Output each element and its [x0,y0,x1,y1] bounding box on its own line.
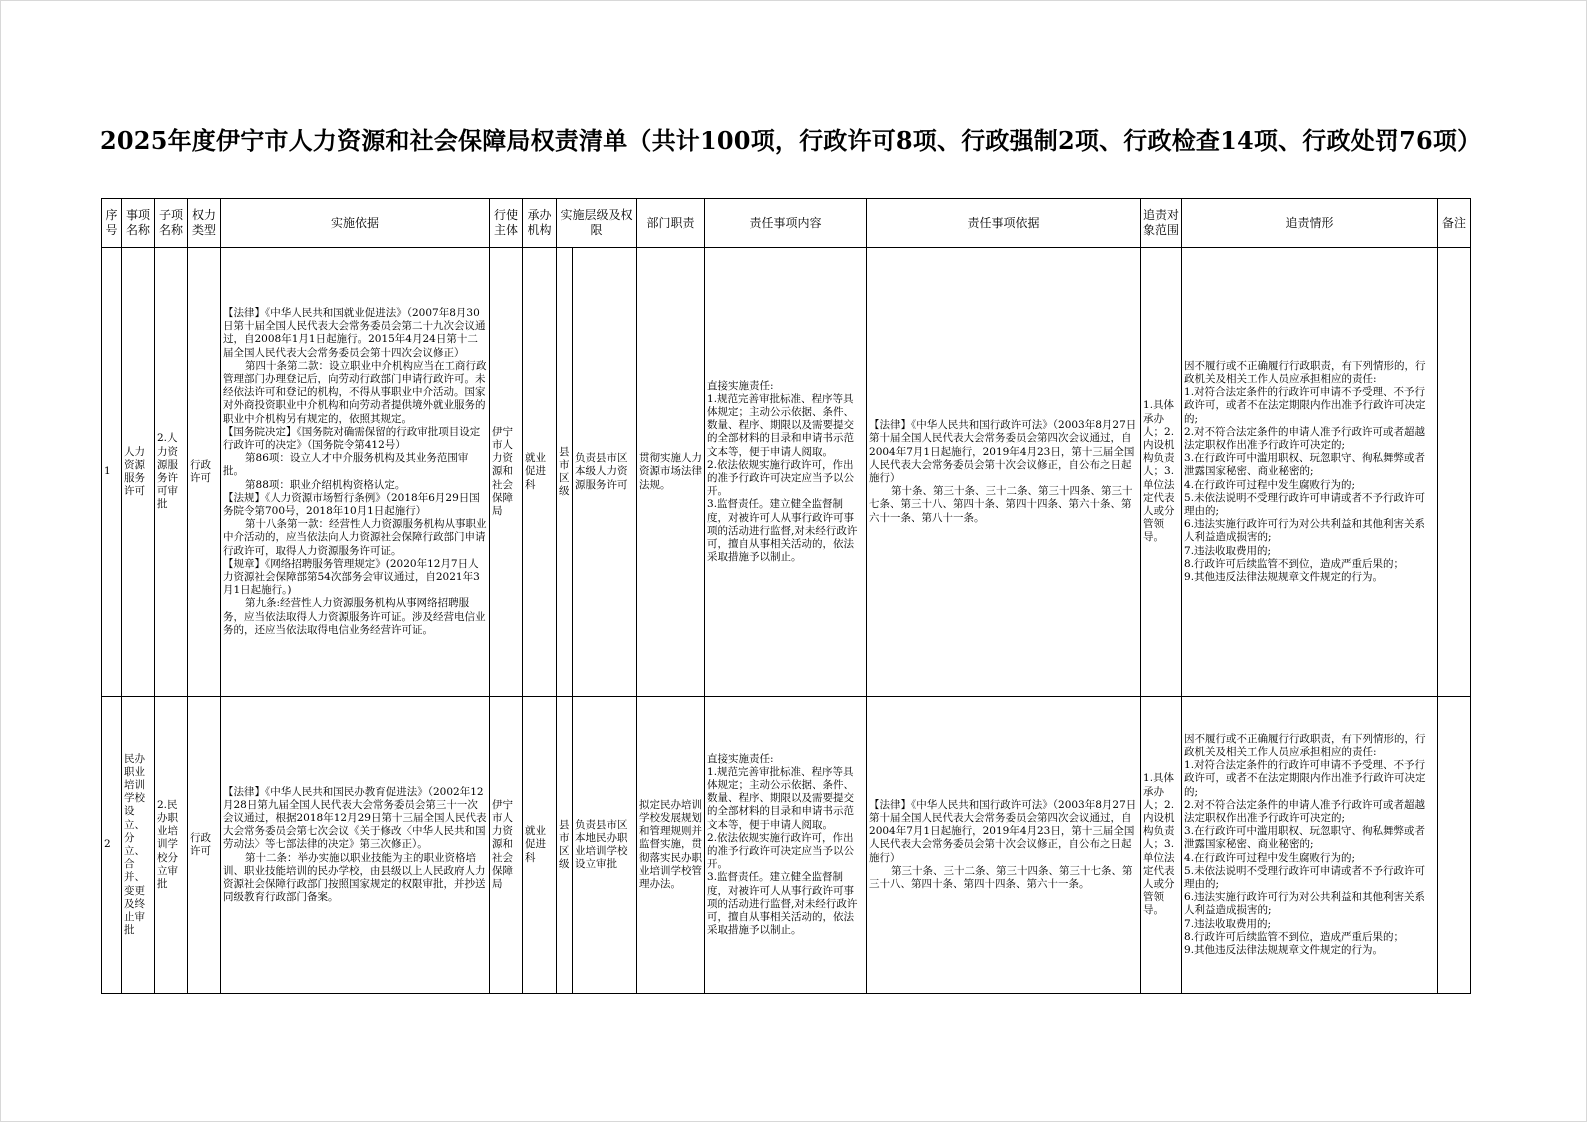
table-row [102,248,1471,697]
responsibility-line: 2.依法依规实施行政许可，作出的准予行政许可决定应当予以公开。 [707,458,855,498]
accountability-line: 7.违法收取费用的; [1184,544,1272,557]
cell-item-name: 民办职业培训学校设立、分立、合并、变更及终止审批 [122,697,155,994]
cell-subject: 伊宁市人力资源和社会保障局 [490,248,523,697]
accountability-line: 3.在行政许可中滥用职权、玩忽职守、徇私舞弊或者泄露国家秘密、商业秘密的; [1184,452,1426,478]
basis-paragraph: 第88项：职业介绍机构资格认定。 [245,478,406,491]
header-remarks: 备注 [1438,199,1471,248]
accountability-line: 因不履行或不正确履行行政职责，有下列情形的，行政机关及相关工作人员应承担相应的责任: [1184,359,1426,385]
accountability-line: 6.违法实施行政许可行为对公共利益和其他利害关系人利益造成损害的; [1184,891,1426,917]
accountability-line: 5.未依法说明不受理行政许可申请或者不予行政许可理由的; [1184,864,1426,890]
cell-basis [221,697,490,994]
cell-basis [221,248,490,697]
cell-subject: 伊宁市人力资源和社会保障局 [490,697,523,994]
cell-accountability-scope: 1.具体承办人；2.内设机构负责人；3.单位法定代表人或分管领导。 [1141,697,1182,994]
accountability-line: 2.对不符合法定条件的申请人准予行政许可或者超越法定职权作出准予行政许可决定的; [1184,425,1426,451]
responsibility-basis-line: 第十条、第三十条、三十二条、第三十四条、第三十七条、第三十八、第四十条、第四十四条、第六十条、第六十一条、第八十一条。 [869,485,1133,524]
cell-remarks [1438,248,1471,697]
header-duty: 部门职责 [637,199,705,248]
cell-seq: 1 [102,248,122,697]
responsibility-table [101,198,1471,994]
cell-accountability-cases [1182,697,1438,994]
basis-paragraph: 第九条:经营性人力资源服务机构从事网络招聘服务，应当依法取得人力资源服务许可证。涉及经营电信业务的，还应当依法取得电信业务经营许可证。 [223,597,486,636]
accountability-line: 2.对不符合法定条件的申请人准予行政许可或者超越法定职权作出准予行政许可决定的; [1184,798,1426,824]
accountability-line: 4.在行政许可过程中发生腐败行为的; [1184,851,1356,864]
cell-power-type: 行政许可 [188,248,221,697]
header-seq: 序号 [102,199,122,248]
table-row [102,697,1471,994]
responsibility-line: 3.监督责任。建立健全监督制度，对被许可人从事行政许可事项的活动进行监督,对未经行政许可，擅自从事相关活动的，依法采取措施予以制止。 [707,498,858,564]
accountability-line: 8.行政许可后续监管不到位，造成严重后果的； [1184,557,1405,570]
responsibility-line: 1.规范完善审批标准、程序等具体规定；主动公示依据、条件、数量、程序、期限以及需要提交的全部材料的目录和申请书示范文本等，便于申请人阅取。 [707,765,855,831]
accountability-line: 4.在行政许可过程中发生腐败行为的; [1184,478,1356,491]
header-subject: 行使主体 [490,199,523,248]
cell-item-name: 人力资源服务许可 [122,248,155,697]
responsibility-basis-line: 【法律】《中华人民共和国行政许可法》（2003年8月27日第十届全国人民代表大会常务委员会第四次会议通过，自2004年7月1日起施行，2019年4月23日，第十三届全国人民代表大会常务委员会第十次会议修正，自公布之日起施行） [869,798,1137,864]
cell-remarks [1438,697,1471,994]
accountability-line: 5.未依法说明不受理行政许可申请或者不予行政许可理由的; [1184,491,1426,517]
responsibility-basis-line: 【法律】《中华人民共和国行政许可法》（2003年8月27日第十届全国人民代表大会常务委员会第四次会议通过，自2004年7月1日起施行，2019年4月23日，第十三届全国人民代表大会常务委员会第十次会议修正，自公布之日起施行） [869,419,1137,484]
responsibility-line: 直接实施责任: [707,752,774,765]
cell-sub-item-name: 2.人力资源服务许可审批 [155,248,188,697]
cell-level: 县市区级 [557,248,573,697]
header-accountability-cases: 追责情形 [1182,199,1438,248]
cell-responsibility-basis [867,248,1141,697]
responsibility-basis-line: 第三十条、三十二条、第三十四条、第三十七条、第三十八、第四十条、第四十四条、第六十一条。 [869,864,1133,890]
header-accountability-scope: 追责对象范围 [1141,199,1182,248]
cell-level: 县市区级 [557,697,573,994]
basis-paragraph: 【法律】《中华人民共和国就业促进法》（2007年8月30日第十届全国人民代表大会常务委员会第二十九次会议通过，自2008年1月1日起施行。2015年4月24日第十二届全国人民代表大会常务委员会第十四次会议修正） [223,306,486,359]
responsibility-line: 1.规范完善审批标准、程序等具体规定；主动公示依据、条件、数量、程序、期限以及需要提交的全部材料的目录和申请书示范文本等，便于申请人阅取。 [707,392,855,458]
basis-paragraph: 第86项：设立人才中介服务机构及其业务范围审批。 [223,452,469,478]
accountability-line: 7.违法收取费用的; [1184,917,1272,930]
responsibility-line: 直接实施责任: [707,379,774,392]
cell-responsibility-basis [867,697,1141,994]
cell-level-scope: 负责县市区本地民办职业培训学校设立审批 [573,697,637,994]
document-title: 2025年度伊宁市人力资源和社会保障局权责清单（共计100项，行政许可8项、行政强制2项、行政检查14项、行政处罚76项） [100,126,1482,155]
header-item-name: 事项名称 [122,199,155,248]
responsibility-line: 3.监督责任。建立健全监督制度，对被许可人从事行政许可事项的活动进行监督,对未经行政许可，擅自从事相关活动的，依法采取措施予以制止。 [707,871,858,937]
cell-duty: 拟定民办培训学校发展规划和管理规则并监督实施，贯彻落实民办职业培训学校管理办法。 [637,697,705,994]
header-sub-item-name: 子项名称 [155,199,188,248]
cell-responsibility [705,248,867,697]
cell-duty: 贯彻实施人力资源市场法律法规。 [637,248,705,697]
header-responsibility: 责任事项内容 [705,199,867,248]
responsibility-line: 2.依法依规实施行政许可，作出的准予行政许可决定应当予以公开。 [707,831,855,871]
basis-paragraph: 【规章】《网络招聘服务管理规定》(2020年12月7日人力资源社会保障部第54次部务会审议通过，自2021年3月1日起施行。) [223,557,480,597]
cell-seq: 2 [102,697,122,994]
accountability-line: 9.其他违反法律法规规章文件规定的行为。 [1184,944,1384,957]
header-power-type: 权力类型 [188,199,221,248]
accountability-line: 1.对符合法定条件的行政许可申请不予受理、不予行政许可，或者不在法定期限内作出准予行政许可决定的; [1184,386,1426,425]
cell-accountability-scope: 1.具体承办人；2.内设机构负责人；3.单位法定代表人或分管领导。 [1141,248,1182,697]
header-agency: 承办机构 [523,199,557,248]
header-basis: 实施依据 [221,199,490,248]
table-header-row [102,199,1471,248]
accountability-line: 1.对符合法定条件的行政许可申请不予受理、不予行政许可，或者不在法定期限内作出准予行政许可决定的; [1184,759,1426,798]
cell-responsibility [705,697,867,994]
cell-sub-item-name: 2.民办职业培训学校分立审批 [155,697,188,994]
basis-paragraph: 第四十条第二款：设立职业中介机构应当在工商行政管理部门办理登记后，向劳动行政部门申请行政许可。未经依法许可和登记的机构，不得从事职业中介活动。国家对外商投资职业中介机构和向劳动者提供境外就业服务的职业中介机构另有规定的，依照其规定。 [223,359,487,425]
accountability-line: 6.违法实施行政许可行为对公共利益和其他利害关系人利益造成损害的; [1184,518,1426,544]
accountability-line: 3.在行政许可中滥用职权、玩忽职守、徇私舞弊或者泄露国家秘密、商业秘密的; [1184,825,1426,851]
basis-paragraph: 第十八条第一款：经营性人力资源服务机构从事职业中介活动的，应当依法向人力资源社会保障行政部门申请行政许可，取得人力资源服务许可证。 [223,518,487,557]
cell-agency: 就业促进科 [523,697,557,994]
accountability-line: 9.其他违反法律法规规章文件规定的行为。 [1184,571,1384,584]
cell-agency: 就业促进科 [523,248,557,697]
basis-paragraph: 第十二条：举办实施以职业技能为主的职业资格培训、职业技能培训的民办学校，由县级以上人民政府人力资源社会保障行政部门按照国家规定的权限审批，并抄送同级教育行政部门备案。 [223,851,486,904]
cell-level-scope: 负责县市区本级人力资源服务许可 [573,248,637,697]
basis-paragraph: 【法规】《人力资源市场暂行条例》（2018年6月29日国务院令第700号，2018年10月1日起施行） [223,491,480,517]
header-level: 实施层级及权限 [557,199,637,248]
basis-paragraph: 【国务院决定】《国务院对确需保留的行政审批项目设定行政许可的决定》（国务院令第412号） [223,425,481,451]
accountability-line: 因不履行或不正确履行行政职责，有下列情形的，行政机关及相关工作人员应承担相应的责任: [1184,732,1426,758]
basis-paragraph: 【法律】《中华人民共和国民办教育促进法》（2002年12月28日第九届全国人民代表大会常务委员会第三十一次会议通过，根据2018年12月29日第十三届全国人民代表大会常务委员会第七次会议《关于修改〈中华人民共和国劳动法〉等七部法律的决定》第三次修正）。 [223,785,487,851]
cell-power-type: 行政许可 [188,697,221,994]
header-responsibility-basis: 责任事项依据 [867,199,1141,248]
cell-accountability-cases [1182,248,1438,697]
accountability-line: 8.行政许可后续监管不到位，造成严重后果的； [1184,930,1405,943]
